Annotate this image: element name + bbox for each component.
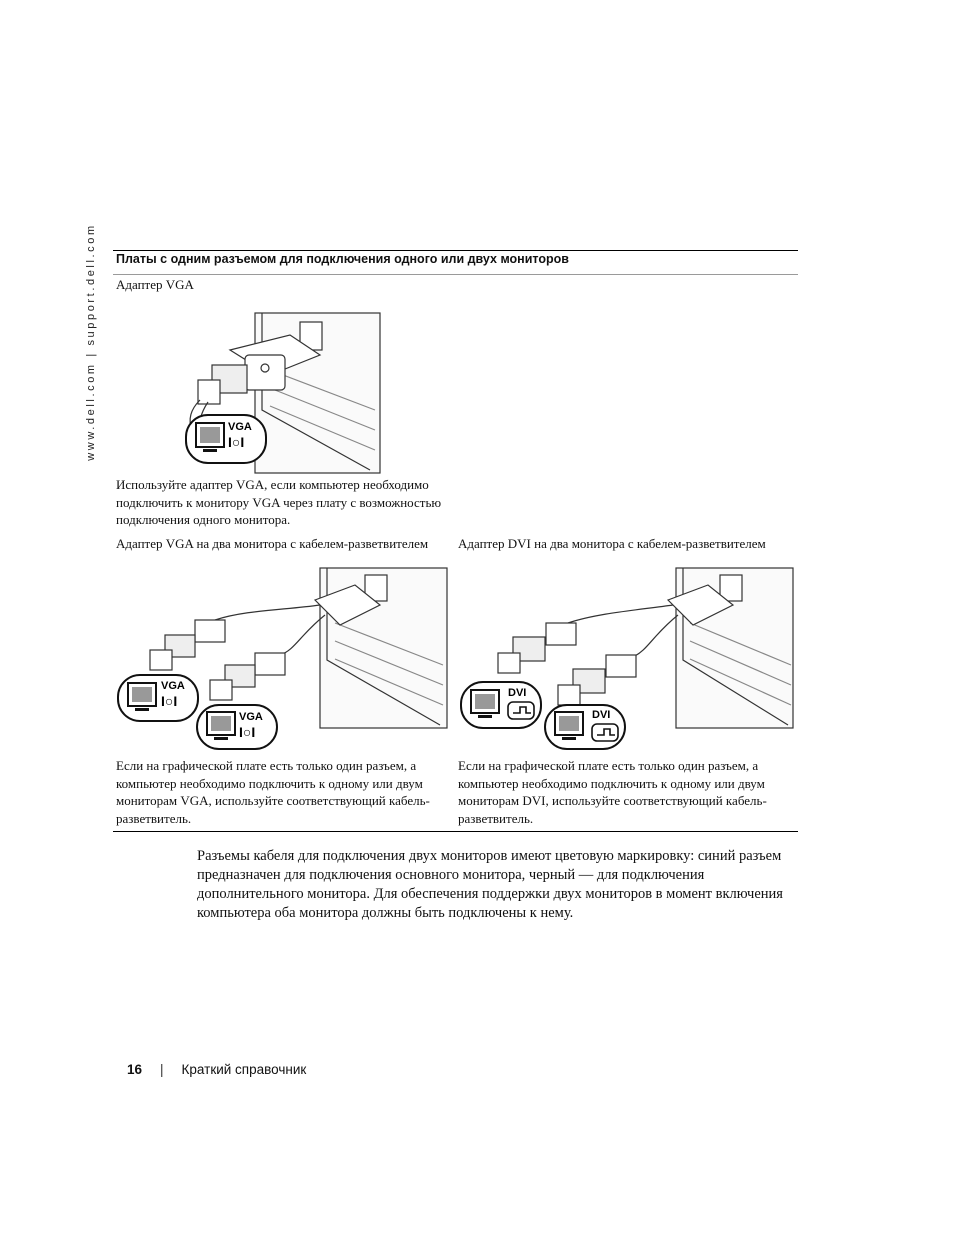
svg-text:I○I: I○I bbox=[228, 434, 245, 450]
body-paragraph: Разъемы кабеля для подключения двух мониторов имеют цветовую маркировку: синий разъем предназначен для подключения основного монитора, черный — для подключения дополнительного монитора. Для обеспечения поддержки двух мониторов в момент включения компьютера оба монитора должны быть подключены к нему. bbox=[197, 848, 783, 921]
section-title: Платы с одним разъемом для подключения одного или двух мониторов bbox=[116, 252, 569, 266]
dual-vga-monitor-label-2: VGA bbox=[239, 711, 263, 723]
dual-dvi-monitor-badge-2 bbox=[545, 705, 625, 749]
dual-vga-monitor-label-1: VGA bbox=[161, 680, 185, 692]
dual-dvi-label: Адаптер DVI на два монитора с кабелем-разветвителем bbox=[458, 536, 766, 551]
dual-dvi-monitor-badge-1 bbox=[461, 682, 541, 728]
footer-title: Краткий справочник bbox=[181, 1062, 307, 1077]
page-footer bbox=[127, 1062, 306, 1077]
top-rule bbox=[113, 250, 798, 251]
dual-vga-caption: Если на графической плате есть только один разъем, а компьютер необходимо подключить к одному или двум мониторам VGA, используйте соответствующий кабель-разветвитель. bbox=[116, 758, 430, 826]
dual-vga-monitor-badge-1 bbox=[118, 675, 198, 721]
dual-dvi-illustration bbox=[458, 565, 796, 750]
single-vga-caption: Используйте адаптер VGA, если компьютер необходимо подключить к монитору VGA через плату с возможностью подключения одного монитора. bbox=[116, 477, 442, 527]
single-vga-monitor-label: VGA bbox=[228, 421, 252, 433]
bottom-rule bbox=[113, 831, 798, 832]
dual-vga-illustration bbox=[115, 565, 450, 750]
svg-text:I○I: I○I bbox=[239, 724, 256, 740]
single-vga-illustration bbox=[170, 310, 385, 475]
side-url bbox=[80, 222, 102, 462]
dual-vga-monitor-badge-2 bbox=[197, 705, 277, 749]
dual-dvi-caption: Если на графической плате есть только один разъем, а компьютер необходимо подключить к одному или двум мониторам DVI, используйте соответствующий кабель-разветвитель. bbox=[458, 758, 767, 826]
dual-dvi-monitor-label-2: DVI bbox=[592, 709, 611, 721]
footer-separator: | bbox=[160, 1062, 164, 1077]
title-underline bbox=[113, 274, 798, 275]
side-url-text: www.dell.com | support.dell.com bbox=[85, 223, 97, 461]
page-number: 16 bbox=[127, 1062, 143, 1077]
single-vga-monitor-badge bbox=[186, 415, 266, 463]
dual-dvi-monitor-label-1: DVI bbox=[508, 687, 527, 699]
single-vga-label: Адаптер VGA bbox=[116, 277, 194, 292]
dual-vga-label: Адаптер VGA на два монитора с кабелем-разветвителем bbox=[116, 536, 429, 551]
svg-text:I○I: I○I bbox=[161, 693, 178, 709]
